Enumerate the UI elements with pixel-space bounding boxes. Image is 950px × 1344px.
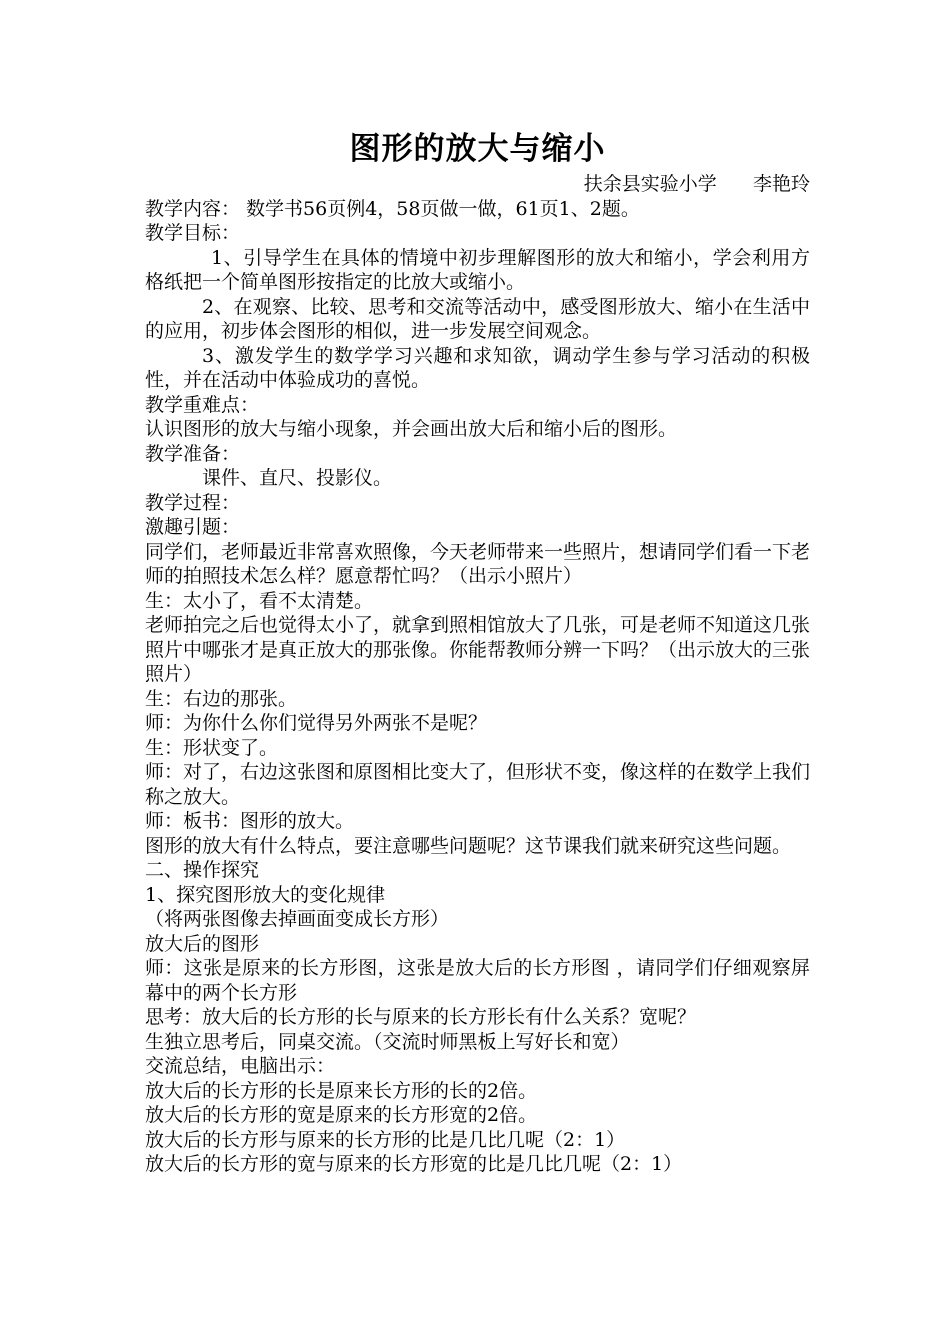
paragraph-body: 放大后的长方形的宽是原来的长方形宽的2倍。 bbox=[145, 1104, 538, 1126]
paragraph-dialogue: 图形的放大有什么特点，要注意哪些问题呢？这节课我们就来研究这些问题。 bbox=[145, 834, 792, 857]
paragraph-dialogue: 师：为你什么你们觉得另外两张不是呢？ bbox=[145, 712, 488, 734]
heading-process: 教学过程： bbox=[145, 491, 241, 514]
heading-section-2: 二、操作探究 bbox=[145, 859, 260, 881]
paragraph-objective-3: 3、激发学生的数学学习兴趣和求知欲，调动学生参与学习活动的积极性，并在活动中体验成功的喜悦。 bbox=[145, 344, 810, 391]
author-byline: 扶余县实验小学 李艳玲 bbox=[583, 173, 810, 195]
heading-objectives: 教学目标： bbox=[145, 222, 241, 244]
paragraph-body: 交流总结，电脑出示： bbox=[145, 1055, 336, 1077]
paragraph-objective-1: 1、引导学生在具体的情境中初步理解图形的放大和缩小，学会利用方格纸把一个简单图形按指定的比放大或缩小。 bbox=[145, 246, 810, 293]
paragraph-objective-2: 2、在观察、比较、思考和交流等活动中，感受图形放大、缩小在生活中的应用，初步体会图形的相似，进一步发展空间观念。 bbox=[145, 295, 810, 342]
paragraph-dialogue: 师：对了，右边这张图和原图相比变大了，但形状不变，像这样的在数学上我们称之放大。 bbox=[145, 761, 811, 808]
paragraph-intro: 同学们，老师最近非常喜欢照像，今天老师带来一些照片，想请同学们看一下老师的拍照技术怎么样？愿意帮忙吗？（出示小照片） bbox=[145, 540, 811, 587]
paragraph-key-points: 认识图形的放大与缩小现象，并会画出放大后和缩小后的图形。 bbox=[145, 418, 678, 440]
paragraph-dialogue: 生：右边的那张。 bbox=[145, 687, 298, 710]
paragraph-dialogue: 师：板书：图形的放大。 bbox=[145, 810, 355, 832]
paragraph-dialogue: 生：太小了，看不太清楚。 bbox=[145, 589, 374, 612]
paragraph-preparation: 课件、直尺、投影仪。 bbox=[202, 467, 393, 489]
paragraph-body: 思考：放大后的长方形的长与原来的长方形长有什么关系？宽呢？ bbox=[145, 1006, 697, 1028]
document-page bbox=[145, 126, 810, 1177]
paragraph-body: 放大后的图形 bbox=[145, 932, 260, 955]
heading-key-points: 教学重难点： bbox=[145, 393, 260, 416]
paragraph-body: 生独立思考后，同桌交流。（交流时师黑板上写好长和宽） bbox=[145, 1030, 630, 1053]
paragraph-dialogue: 老师拍完之后也觉得太小了，就拿到照相馆放大了几张，可是老师不知道这几张照片中哪张才是真正放大的那张像。你能帮教师分辨一下吗？（出示放大的三张照片） bbox=[145, 614, 811, 685]
paragraph-content: 教学内容： 数学书56页例4，58页做一做，61页1、2题。 bbox=[145, 197, 640, 220]
paragraph-note: （将两张图像去掉画面变成长方形） bbox=[145, 908, 450, 930]
paragraph-dialogue: 生：形状变了。 bbox=[145, 736, 279, 759]
heading-subsection-1: 1、探究图形放大的变化规律 bbox=[145, 883, 386, 906]
paragraph-body: 放大后的长方形与原来的长方形的比是几比几呢（2：1） bbox=[145, 1128, 626, 1151]
paragraph-body: 放大后的长方形的长是原来长方形的长的2倍。 bbox=[145, 1079, 538, 1102]
heading-preparation: 教学准备： bbox=[145, 442, 241, 465]
paragraph-body: 师：这张是原来的长方形图，这张是放大后的长方形图 ，请同学们仔细观察屏幕中的两个长方形 bbox=[145, 957, 810, 1004]
heading-intro: 激趣引题： bbox=[145, 516, 241, 538]
document-title: 图形的放大与缩小 bbox=[349, 131, 606, 167]
paragraph-body: 放大后的长方形的宽与原来的长方形宽的比是几比几呢（2：1） bbox=[145, 1153, 683, 1175]
